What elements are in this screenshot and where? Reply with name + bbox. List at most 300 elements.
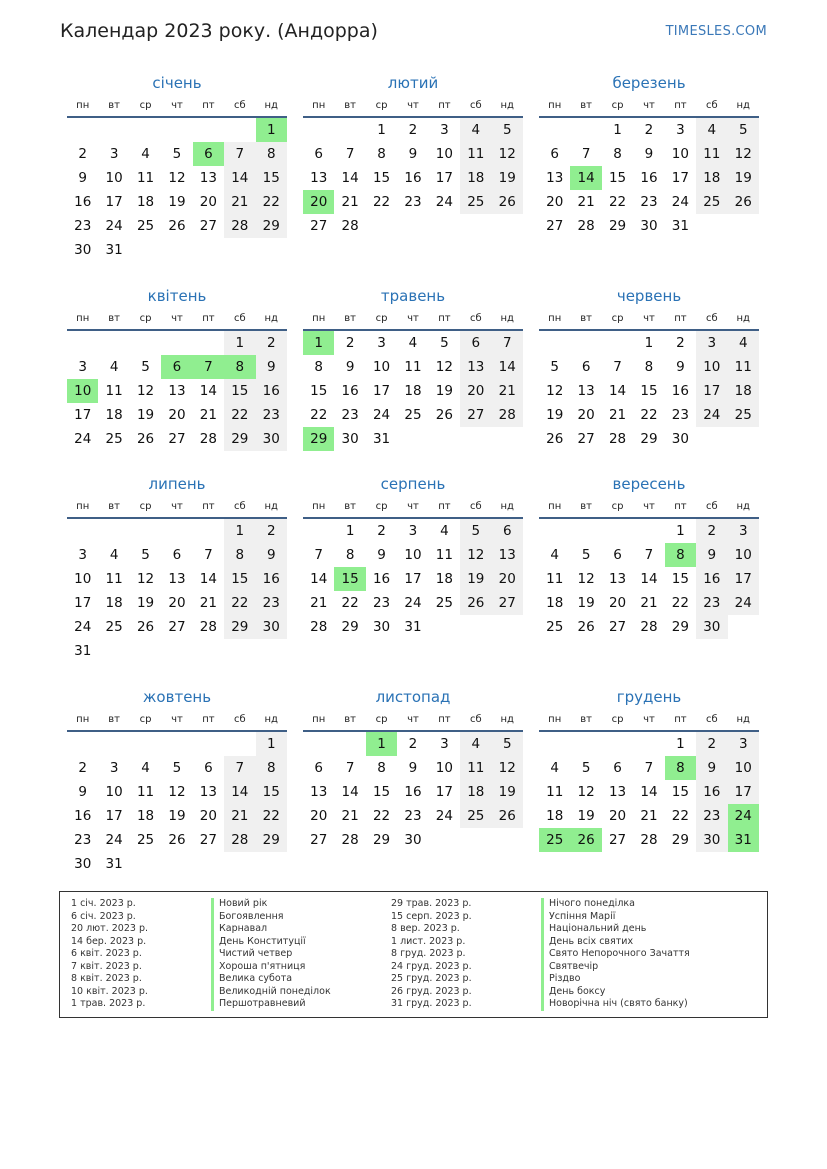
weekday-label: пн — [312, 313, 326, 324]
empty-cell — [303, 732, 334, 756]
day-cell: 22 — [256, 804, 287, 828]
day-cell: 12 — [136, 383, 155, 399]
day-cell: 20 — [608, 808, 627, 824]
legend-date: 20 лют. 2023 р. — [71, 923, 148, 935]
day-cell: 6 — [613, 547, 622, 563]
day-cell: 30 — [74, 856, 92, 872]
day-cell: 22 — [608, 194, 627, 210]
day-cell: 11 — [136, 170, 155, 186]
weekday-label: чт — [171, 714, 183, 725]
weekday-label: пн — [76, 501, 90, 512]
legend-date-column — [71, 898, 148, 1011]
weekday-label: пн — [76, 714, 90, 725]
day-cell: 30 — [404, 832, 422, 848]
day-cell: 20 — [577, 407, 595, 423]
day-cell: 10 — [671, 146, 689, 162]
day-cell: 26 — [728, 190, 759, 214]
day-cell: 23 — [74, 832, 92, 848]
day-cell: 22 — [372, 194, 391, 210]
day-cell: 14 — [199, 571, 217, 587]
weekday-label: нд — [500, 501, 514, 512]
weekday-label: пт — [438, 313, 451, 324]
day-cell: 30 — [696, 828, 727, 852]
day-cell: 13 — [199, 784, 217, 800]
legend-date: 6 січ. 2023 р. — [71, 910, 136, 922]
day-cell: 14 — [341, 170, 359, 186]
day-cell: 12 — [492, 142, 523, 166]
empty-cell — [67, 331, 98, 355]
day-cell: 18 — [460, 780, 491, 804]
empty-cell — [161, 118, 192, 142]
holiday-day: 1 — [366, 732, 397, 756]
day-cell: 9 — [256, 355, 287, 379]
day-cell: 2 — [696, 519, 727, 543]
day-cell: 14 — [640, 784, 658, 800]
day-cell: 19 — [168, 808, 186, 824]
day-cell: 27 — [168, 431, 186, 447]
day-cell: 22 — [341, 595, 359, 611]
empty-cell — [193, 331, 224, 355]
legend-holiday-name: День всіх святих — [541, 936, 690, 949]
day-cell: 11 — [696, 142, 727, 166]
legend-date: 10 квіт. 2023 р. — [71, 985, 148, 997]
day-cell: 26 — [577, 619, 595, 635]
weekday-label: сб — [233, 313, 246, 324]
day-cell: 14 — [640, 571, 658, 587]
day-cell: 17 — [435, 784, 453, 800]
day-cell: 20 — [310, 808, 328, 824]
day-cell: 3 — [440, 122, 449, 138]
weekday-label: чт — [643, 100, 655, 111]
day-cell: 23 — [671, 407, 689, 423]
day-cell: 21 — [640, 808, 658, 824]
weekday-label: вт — [108, 714, 120, 725]
holiday-day: 31 — [728, 828, 759, 852]
empty-cell — [602, 519, 633, 543]
day-cell: 12 — [546, 383, 564, 399]
day-cell: 16 — [696, 567, 727, 591]
legend-date: 1 трав. 2023 р. — [71, 998, 146, 1010]
weekday-label: ср — [139, 714, 152, 725]
holiday-day: 1 — [303, 331, 334, 355]
day-cell: 17 — [728, 567, 759, 591]
day-cell: 4 — [440, 523, 449, 539]
weekday-label: чт — [643, 501, 655, 512]
day-cell: 21 — [199, 595, 217, 611]
day-cell: 16 — [671, 383, 689, 399]
day-cell: 10 — [74, 571, 92, 587]
empty-cell — [334, 732, 365, 756]
day-cell: 30 — [74, 242, 92, 258]
day-cell: 5 — [460, 519, 491, 543]
day-cell: 18 — [435, 571, 453, 587]
day-cell: 16 — [640, 170, 658, 186]
day-cell: 25 — [728, 403, 759, 427]
day-cell: 25 — [404, 407, 422, 423]
month-block — [539, 473, 759, 639]
day-cell: 25 — [546, 619, 564, 635]
day-cell: 14 — [492, 355, 523, 379]
day-grid — [67, 331, 287, 451]
weekday-label: ср — [375, 501, 388, 512]
day-cell: 3 — [696, 331, 727, 355]
weekday-label: нд — [736, 714, 750, 725]
day-cell: 27 — [492, 591, 523, 615]
empty-cell — [303, 118, 334, 142]
weekday-label: чт — [171, 100, 183, 111]
weekday-label: ср — [611, 313, 624, 324]
month-block — [539, 686, 759, 852]
weekday-header — [303, 497, 523, 519]
day-cell: 19 — [136, 407, 155, 423]
day-cell: 15 — [224, 567, 255, 591]
day-cell: 31 — [105, 856, 123, 872]
empty-cell — [602, 331, 633, 355]
day-cell: 7 — [314, 547, 323, 563]
day-cell: 19 — [435, 383, 453, 399]
day-cell: 12 — [728, 142, 759, 166]
empty-cell — [67, 732, 98, 756]
day-cell: 16 — [404, 784, 422, 800]
holiday-day: 1 — [256, 118, 287, 142]
day-cell: 3 — [728, 732, 759, 756]
day-cell: 4 — [728, 331, 759, 355]
day-cell: 18 — [136, 808, 155, 824]
weekday-label: пт — [202, 100, 215, 111]
day-cell: 29 — [224, 427, 255, 451]
day-cell: 20 — [199, 808, 217, 824]
month-block — [67, 473, 287, 663]
day-cell: 13 — [168, 383, 186, 399]
weekday-label: пт — [674, 714, 687, 725]
empty-cell — [130, 519, 161, 543]
day-cell: 24 — [74, 619, 92, 635]
day-cell: 14 — [608, 383, 627, 399]
holiday-day: 15 — [334, 567, 365, 591]
weekday-label: ср — [611, 501, 624, 512]
day-cell: 27 — [310, 832, 328, 848]
day-cell: 21 — [310, 595, 328, 611]
weekday-label: пт — [438, 501, 451, 512]
day-cell: 27 — [199, 832, 217, 848]
day-cell: 30 — [671, 431, 689, 447]
day-cell: 17 — [696, 379, 727, 403]
day-cell: 6 — [613, 760, 622, 776]
day-cell: 1 — [644, 335, 654, 351]
weekday-label: сб — [469, 100, 482, 111]
day-cell: 27 — [168, 619, 186, 635]
day-cell: 26 — [460, 591, 491, 615]
day-cell: 23 — [372, 595, 391, 611]
day-cell: 5 — [492, 732, 523, 756]
day-cell: 23 — [341, 407, 359, 423]
weekday-header — [67, 497, 287, 519]
day-cell: 25 — [696, 190, 727, 214]
empty-cell — [224, 118, 255, 142]
day-cell: 1 — [377, 122, 386, 138]
day-cell: 27 — [546, 218, 564, 234]
empty-cell — [602, 732, 633, 756]
day-cell: 13 — [310, 784, 328, 800]
weekday-header — [67, 96, 287, 118]
day-cell: 23 — [74, 218, 92, 234]
day-cell: 5 — [550, 359, 559, 375]
day-cell: 24 — [696, 403, 727, 427]
month-block — [67, 686, 287, 876]
day-cell: 8 — [314, 359, 323, 375]
empty-cell — [193, 732, 224, 756]
legend-date: 14 бер. 2023 р. — [71, 935, 147, 947]
day-cell: 28 — [492, 403, 523, 427]
weekday-label: чт — [407, 714, 419, 725]
legend-holiday-name: Великодній понеділок — [211, 986, 331, 999]
day-cell: 6 — [460, 331, 491, 355]
day-cell: 14 — [310, 571, 328, 587]
weekday-label: нд — [736, 501, 750, 512]
day-cell: 2 — [256, 331, 287, 355]
weekday-label: нд — [264, 714, 278, 725]
day-cell: 3 — [440, 736, 449, 752]
day-cell: 9 — [696, 543, 727, 567]
day-cell: 13 — [460, 355, 491, 379]
legend-holiday-name: Хороша п'ятниця — [211, 961, 331, 974]
weekday-label: ср — [375, 714, 388, 725]
day-cell: 2 — [78, 760, 87, 776]
weekday-label: сб — [705, 501, 718, 512]
day-cell: 17 — [74, 407, 92, 423]
day-cell: 29 — [671, 619, 689, 635]
empty-cell — [570, 732, 601, 756]
legend-date: 8 квіт. 2023 р. — [71, 973, 142, 985]
holiday-legend — [59, 891, 768, 1018]
day-grid — [539, 331, 759, 451]
day-cell: 8 — [644, 359, 654, 375]
day-cell: 26 — [492, 190, 523, 214]
day-cell: 2 — [78, 146, 87, 162]
legend-name-column — [541, 898, 690, 1011]
day-cell: 13 — [199, 170, 217, 186]
holiday-day: 7 — [193, 355, 224, 379]
legend-date: 1 лист. 2023 р. — [391, 935, 466, 947]
day-cell: 4 — [460, 118, 491, 142]
day-cell: 17 — [105, 194, 123, 210]
day-cell: 9 — [644, 146, 654, 162]
holiday-day: 8 — [224, 355, 255, 379]
brand-link[interactable]: TIMESLES.COM — [665, 24, 767, 39]
day-cell: 7 — [492, 331, 523, 355]
legend-date: 8 вер. 2023 р. — [391, 923, 460, 935]
empty-cell — [161, 331, 192, 355]
empty-cell — [539, 732, 570, 756]
weekday-label: пн — [548, 501, 562, 512]
legend-holiday-name: Першотравневий — [211, 998, 331, 1011]
weekday-label: вт — [344, 313, 356, 324]
day-cell: 30 — [640, 218, 658, 234]
day-cell: 24 — [728, 591, 759, 615]
day-cell: 29 — [608, 218, 627, 234]
day-cell: 30 — [372, 619, 391, 635]
day-cell: 11 — [136, 784, 155, 800]
day-cell: 5 — [172, 760, 182, 776]
day-cell: 7 — [644, 760, 654, 776]
day-cell: 11 — [105, 571, 123, 587]
day-cell: 7 — [613, 359, 622, 375]
day-cell: 20 — [546, 194, 564, 210]
day-cell: 16 — [74, 194, 92, 210]
day-cell: 28 — [199, 431, 217, 447]
day-cell: 12 — [577, 784, 595, 800]
day-cell: 13 — [310, 170, 328, 186]
weekday-label: сб — [469, 714, 482, 725]
day-cell: 28 — [224, 214, 255, 238]
day-cell: 15 — [671, 784, 689, 800]
empty-cell — [67, 118, 98, 142]
weekday-header — [539, 710, 759, 732]
day-cell: 16 — [256, 379, 287, 403]
day-cell: 15 — [372, 170, 391, 186]
day-cell: 25 — [105, 431, 123, 447]
day-cell: 9 — [78, 784, 87, 800]
day-cell: 2 — [408, 122, 418, 138]
day-cell: 21 — [608, 407, 627, 423]
day-cell: 12 — [136, 571, 155, 587]
day-grid — [303, 732, 523, 852]
day-cell: 16 — [256, 567, 287, 591]
day-cell: 25 — [460, 190, 491, 214]
day-cell: 14 — [224, 780, 255, 804]
day-cell: 13 — [608, 571, 627, 587]
weekday-label: вт — [344, 501, 356, 512]
day-cell: 16 — [74, 808, 92, 824]
legend-holiday-name: Чистий четвер — [211, 948, 331, 961]
weekday-label: пн — [548, 714, 562, 725]
day-grid — [303, 519, 523, 639]
day-cell: 10 — [105, 170, 123, 186]
day-cell: 13 — [608, 784, 627, 800]
day-cell: 2 — [644, 122, 654, 138]
day-grid — [67, 118, 287, 262]
holiday-day: 8 — [665, 756, 696, 780]
day-cell: 13 — [577, 383, 595, 399]
day-cell: 18 — [105, 595, 123, 611]
day-cell: 30 — [256, 427, 287, 451]
day-cell: 4 — [141, 760, 150, 776]
weekday-label: пн — [548, 100, 562, 111]
weekday-label: пт — [438, 714, 451, 725]
day-cell: 26 — [168, 832, 186, 848]
day-cell: 28 — [310, 619, 328, 635]
month-block — [67, 72, 287, 262]
weekday-label: нд — [500, 313, 514, 324]
holiday-day: 14 — [570, 166, 601, 190]
day-cell: 27 — [199, 218, 217, 234]
weekday-label: пн — [312, 501, 326, 512]
holiday-day: 10 — [67, 379, 98, 403]
day-cell: 12 — [492, 756, 523, 780]
day-cell: 4 — [550, 760, 559, 776]
day-cell: 5 — [141, 359, 150, 375]
day-cell: 15 — [256, 780, 287, 804]
day-cell: 6 — [314, 760, 323, 776]
day-cell: 20 — [608, 595, 627, 611]
day-cell: 26 — [492, 804, 523, 828]
day-cell: 1 — [676, 736, 685, 752]
weekday-label: пн — [76, 100, 90, 111]
day-cell: 7 — [224, 142, 255, 166]
day-grid — [303, 331, 523, 451]
day-cell: 12 — [168, 170, 186, 186]
weekday-label: ср — [139, 313, 152, 324]
weekday-label: вт — [108, 313, 120, 324]
day-cell: 20 — [199, 194, 217, 210]
weekday-label: нд — [500, 714, 514, 725]
weekday-label: вт — [344, 714, 356, 725]
holiday-day: 25 — [539, 828, 570, 852]
empty-cell — [539, 331, 570, 355]
day-cell: 10 — [105, 784, 123, 800]
month-name: лютий — [387, 74, 439, 92]
day-cell: 16 — [341, 383, 359, 399]
day-cell: 9 — [256, 543, 287, 567]
legend-holiday-name: Святвечір — [541, 961, 690, 974]
legend-holiday-name: Різдво — [541, 973, 690, 986]
weekday-header — [539, 96, 759, 118]
day-cell: 9 — [676, 359, 685, 375]
day-cell: 2 — [676, 335, 685, 351]
empty-cell — [161, 519, 192, 543]
legend-holiday-name: Карнавал — [211, 923, 331, 936]
day-cell: 5 — [492, 118, 523, 142]
day-cell: 8 — [377, 146, 386, 162]
month-name: червень — [616, 287, 682, 305]
legend-holiday-name: Свято Непорочного Зачаття — [541, 948, 690, 961]
day-cell: 7 — [345, 760, 355, 776]
day-cell: 7 — [224, 756, 255, 780]
weekday-header — [67, 710, 287, 732]
holiday-day: 26 — [570, 828, 601, 852]
month-name: травень — [380, 287, 446, 305]
weekday-header — [303, 96, 523, 118]
weekday-label: ср — [139, 100, 152, 111]
weekday-label: нд — [264, 313, 278, 324]
day-cell: 15 — [256, 166, 287, 190]
day-cell: 8 — [377, 760, 386, 776]
legend-date: 8 груд. 2023 р. — [391, 948, 466, 960]
weekday-label: сб — [233, 714, 246, 725]
weekday-label: пт — [202, 714, 215, 725]
day-cell: 8 — [256, 142, 287, 166]
day-cell: 5 — [581, 760, 591, 776]
day-cell: 13 — [492, 543, 523, 567]
day-grid — [539, 519, 759, 639]
legend-holiday-name: Успіння Марії — [541, 911, 690, 924]
empty-cell — [334, 118, 365, 142]
day-cell: 21 — [341, 808, 359, 824]
month-name: вересень — [612, 475, 686, 493]
weekday-label: нд — [736, 100, 750, 111]
day-cell: 10 — [696, 355, 727, 379]
day-cell: 28 — [199, 619, 217, 635]
day-cell: 23 — [696, 591, 727, 615]
day-cell: 29 — [372, 832, 391, 848]
empty-cell — [67, 519, 98, 543]
day-cell: 19 — [546, 407, 564, 423]
day-cell: 1 — [224, 331, 255, 355]
month-name: листопад — [375, 688, 451, 706]
weekday-label: вт — [580, 714, 592, 725]
day-cell: 27 — [608, 619, 627, 635]
weekday-label: пн — [548, 313, 562, 324]
